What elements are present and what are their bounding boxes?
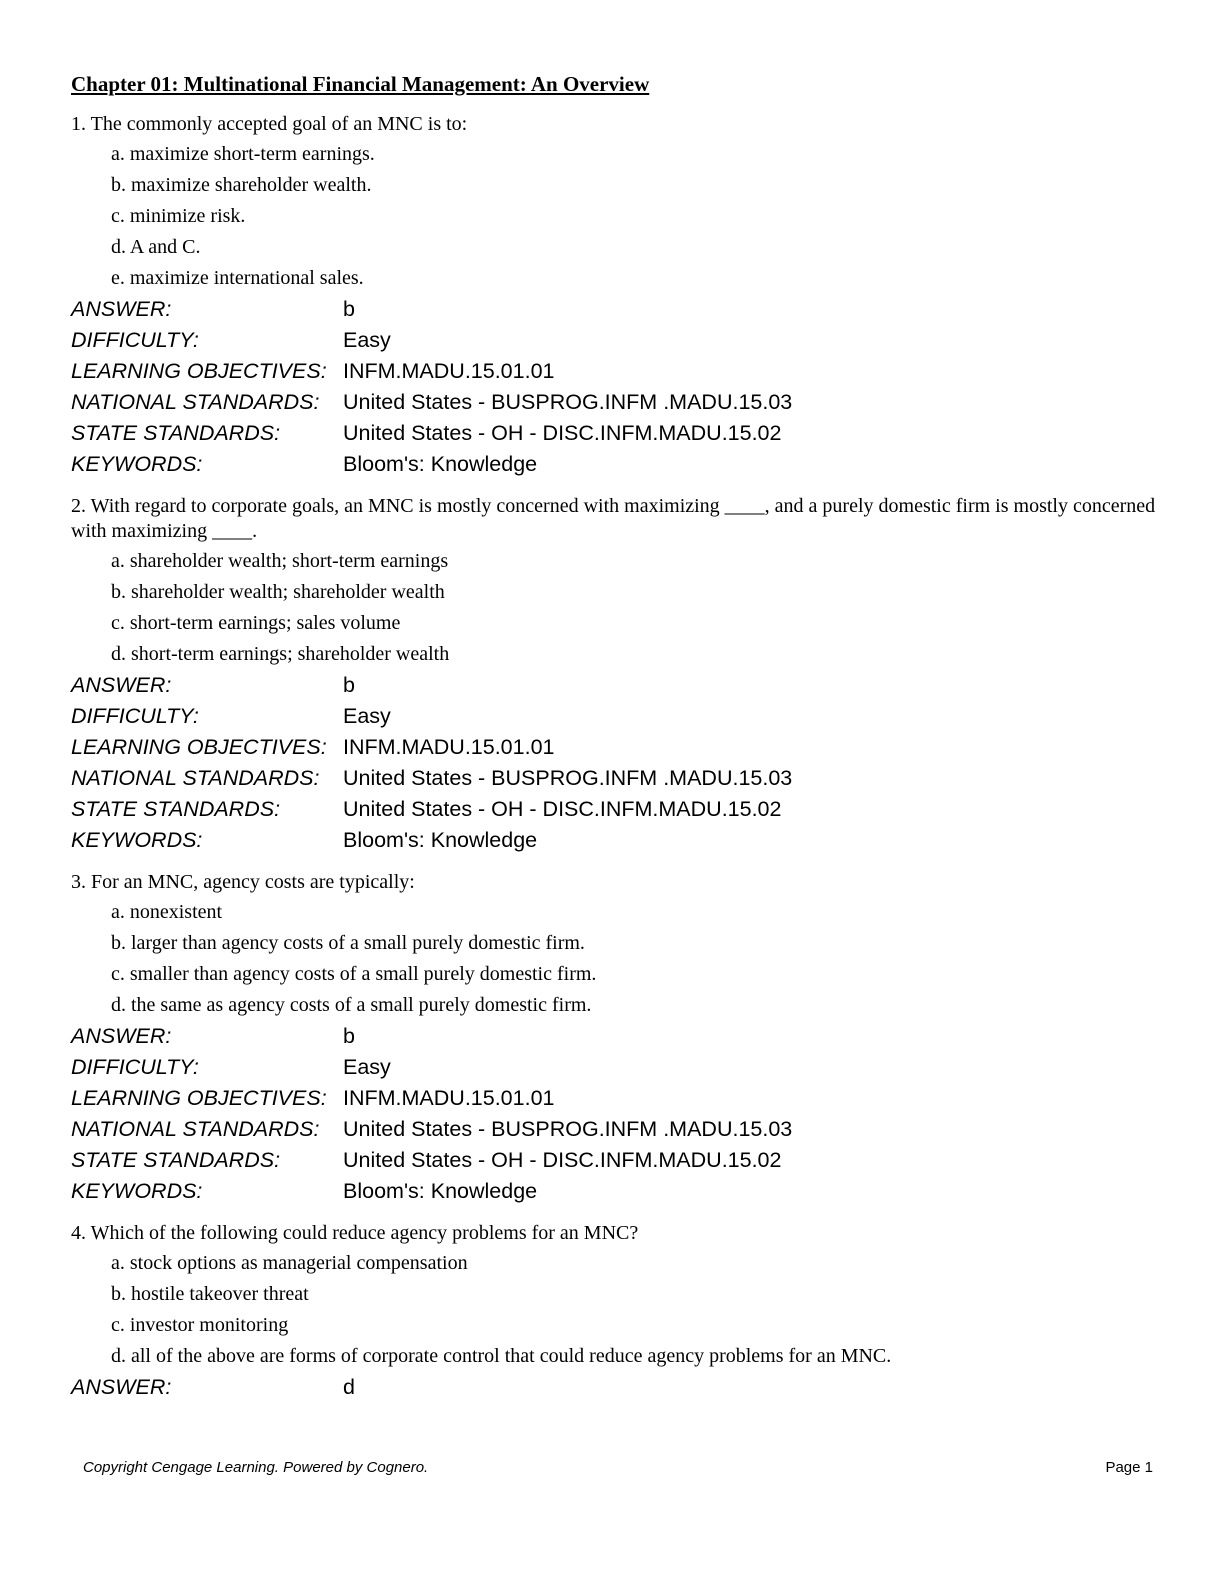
meta-row-state-standards — [71, 794, 1156, 825]
meta-key: ANSWER: — [71, 297, 172, 321]
meta-value: b — [343, 1024, 355, 1048]
meta-row-national-standards — [71, 1114, 1156, 1145]
meta-value: b — [343, 297, 355, 321]
meta-row-state-standards — [71, 1145, 1156, 1176]
meta-value: United States - BUSPROG.INFM .MADU.15.03 — [343, 766, 793, 790]
option-c: c. smaller than agency costs of a small purely domestic firm. — [111, 963, 597, 985]
meta-row-keywords — [71, 825, 1156, 856]
meta-key: LEARNING OBJECTIVES: — [71, 359, 327, 383]
meta-key: ANSWER: — [71, 1375, 172, 1399]
meta-row-difficulty — [71, 701, 1156, 732]
option-a: a. maximize short-term earnings. — [111, 143, 375, 165]
question-stem: 1. The commonly accepted goal of an MNC is to: — [71, 113, 468, 135]
question-2 — [71, 494, 1156, 856]
option-d: d. A and C. — [111, 236, 201, 258]
meta-value: Bloom's: Knowledge — [343, 1179, 538, 1203]
option-list — [71, 1248, 1156, 1372]
question-3 — [71, 870, 1156, 1207]
meta-value: Bloom's: Knowledge — [343, 452, 538, 476]
question-metadata — [71, 294, 1156, 480]
option-b: b. larger than agency costs of a small purely domestic firm. — [111, 932, 585, 954]
meta-value: Easy — [343, 704, 391, 728]
meta-row-answer — [71, 294, 1156, 325]
option-a: a. shareholder wealth; short-term earnings — [111, 550, 449, 572]
meta-key: KEYWORDS: — [71, 452, 203, 476]
meta-key: DIFFICULTY: — [71, 328, 199, 352]
meta-key: STATE STANDARDS: — [71, 797, 281, 821]
option-list — [71, 139, 1156, 294]
page-number: Page 1 — [1105, 1459, 1153, 1476]
question-spacer — [71, 856, 1156, 870]
option-list — [71, 897, 1156, 1021]
meta-value: Easy — [343, 1055, 391, 1079]
meta-row-difficulty — [71, 1052, 1156, 1083]
option-c: c. minimize risk. — [111, 205, 246, 227]
question-metadata — [71, 670, 1156, 856]
meta-row-learning-objectives — [71, 356, 1156, 387]
meta-row-keywords — [71, 1176, 1156, 1207]
meta-value: United States - BUSPROG.INFM .MADU.15.03 — [343, 1117, 793, 1141]
meta-row-answer — [71, 670, 1156, 701]
meta-value: INFM.MADU.15.01.01 — [343, 1086, 555, 1110]
question-1 — [71, 112, 1156, 480]
question-stem: 3. For an MNC, agency costs are typically: — [71, 871, 415, 893]
question-metadata — [71, 1021, 1156, 1207]
meta-key: KEYWORDS: — [71, 828, 203, 852]
meta-row-keywords — [71, 449, 1156, 480]
option-d: d. short-term earnings; shareholder wealth — [111, 643, 450, 665]
meta-row-difficulty — [71, 325, 1156, 356]
meta-key: NATIONAL STANDARDS: — [71, 1117, 320, 1141]
meta-key: ANSWER: — [71, 1024, 172, 1048]
option-d: d. the same as agency costs of a small purely domestic firm. — [111, 994, 592, 1016]
meta-key: ANSWER: — [71, 673, 172, 697]
meta-value: United States - OH - DISC.INFM.MADU.15.02 — [343, 797, 782, 821]
option-b: b. shareholder wealth; shareholder wealth — [111, 581, 445, 603]
document-page — [71, 70, 1156, 1403]
meta-value: United States - OH - DISC.INFM.MADU.15.02 — [343, 421, 782, 445]
page-footer — [83, 1459, 1153, 1476]
meta-row-state-standards — [71, 418, 1156, 449]
meta-row-learning-objectives — [71, 1083, 1156, 1114]
meta-value: b — [343, 673, 355, 697]
option-c: c. investor monitoring — [111, 1314, 289, 1336]
meta-key: KEYWORDS: — [71, 1179, 203, 1203]
meta-key: STATE STANDARDS: — [71, 421, 281, 445]
option-a: a. nonexistent — [111, 901, 223, 923]
meta-value: INFM.MADU.15.01.01 — [343, 359, 555, 383]
meta-key: NATIONAL STANDARDS: — [71, 390, 320, 414]
option-b: b. hostile takeover threat — [111, 1283, 309, 1305]
option-a: a. stock options as managerial compensation — [111, 1252, 468, 1274]
option-e: e. maximize international sales. — [111, 267, 364, 289]
question-4 — [71, 1221, 1156, 1403]
meta-value: Bloom's: Knowledge — [343, 828, 538, 852]
meta-key: STATE STANDARDS: — [71, 1148, 281, 1172]
meta-value: Easy — [343, 328, 391, 352]
chapter-title: Chapter 01: Multinational Financial Management: An Overview — [71, 72, 650, 96]
question-stem: 4. Which of the following could reduce agency problems for an MNC? — [71, 1222, 639, 1244]
meta-row-answer — [71, 1021, 1156, 1052]
meta-key: NATIONAL STANDARDS: — [71, 766, 320, 790]
meta-row-national-standards — [71, 763, 1156, 794]
meta-value: United States - BUSPROG.INFM .MADU.15.03 — [343, 390, 793, 414]
meta-key: DIFFICULTY: — [71, 704, 199, 728]
meta-row-national-standards — [71, 387, 1156, 418]
meta-row-learning-objectives — [71, 732, 1156, 763]
question-stem: 2. With regard to corporate goals, an MNC is mostly concerned with maximizing ____, and a purely domestic firm is mostly concerned with maximizing ____. — [71, 495, 1156, 542]
meta-key: LEARNING OBJECTIVES: — [71, 1086, 327, 1110]
meta-key: DIFFICULTY: — [71, 1055, 199, 1079]
meta-value: United States - OH - DISC.INFM.MADU.15.02 — [343, 1148, 782, 1172]
meta-value: d — [343, 1375, 355, 1399]
meta-value: INFM.MADU.15.01.01 — [343, 735, 555, 759]
question-spacer — [71, 1207, 1156, 1221]
option-list — [71, 546, 1156, 670]
question-spacer — [71, 480, 1156, 494]
meta-key: LEARNING OBJECTIVES: — [71, 735, 327, 759]
copyright-text: Copyright Cengage Learning. Powered by Cognero. — [83, 1459, 429, 1476]
option-d: d. all of the above are forms of corporate control that could reduce agency problems for an MNC. — [111, 1345, 892, 1367]
option-b: b. maximize shareholder wealth. — [111, 174, 372, 196]
option-c: c. short-term earnings; sales volume — [111, 612, 401, 634]
meta-row-answer — [71, 1372, 1156, 1403]
question-metadata — [71, 1372, 1156, 1403]
